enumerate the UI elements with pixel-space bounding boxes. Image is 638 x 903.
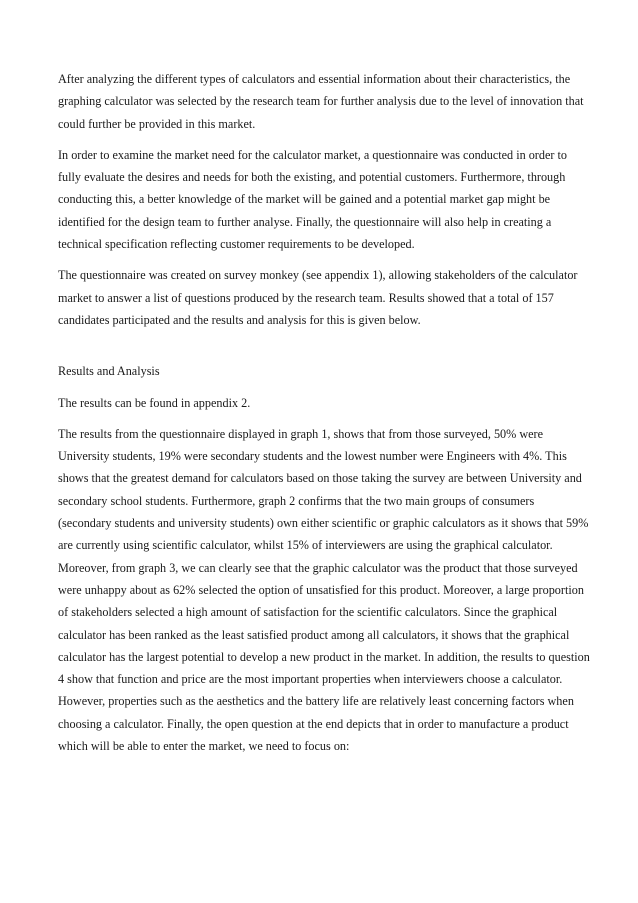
section-spacer <box>58 340 590 360</box>
paragraph-intro-3: The questionnaire was created on survey monkey (see appendix 1), allowing stakeholders of the calculator market to answer a list of questions produced by the research team. Results showed that a total of 157 candidates participated and the results and analysis for this is given below. <box>58 268 578 327</box>
paragraph-intro-2: In order to examine the market need for the calculator market, a questionnaire was conducted in order to fully evaluate the desires and needs for both the existing, and potential customers. Furthermore, through conducting this, a better knowledge of the market will be gained and a potential market gap might be identified for the design team to further analyse. Finally, the questionnaire will also help in creating a technical specification reflecting customer requirements to be developed. <box>58 147 567 252</box>
paragraph-results-2: The results from the questionnaire displayed in graph 1, shows that from those surveyed, 50% were University students, 19% were secondary students and the lowest number were Engineers with 4%. This shows that the greatest demand for calculators based on those taking the survey are between University and secondary school students. Furthermore, graph 2 confirms that the two main groups of consumers (secondary students and university students) own either scientific or graphic calculators as it shows that 59% are currently using scientific calculator, whilst 15% of interviewers are using the graphical calculator. Moreover, from graph 3, we can clearly see that the graphic calculator was the product that those surveyed were unhappy about as 62% selected the option of unsatisfied for this product. Moreover, a large proportion of stakeholders selected a high amount of satisfaction for the scientific calculators. Since the graphical calculator has been ranked as the least satisfied product among all calculators, it shows that the graphical calculator has the largest potential to develop a new product in the market. In addition, the results to question 4 show that function and price are the most important properties when interviewers choose a calculator. However, properties such as the aesthetics and the battery life are relatively least concerning factors when choosing a calculator. Finally, the open question at the end depicts that in order to manufacture a product which will be able to enter the market, we need to focus on: <box>58 426 590 754</box>
section-heading: Results and Analysis <box>58 364 160 379</box>
paragraph-results-1: The results can be found in appendix 2. <box>58 395 251 410</box>
paragraph-intro-1: After analyzing the different types of calculators and essential information about their characteristics, the graphing calculator was selected by the research team for further analysis due to the level of innovation that could further be provided in this market. <box>58 72 584 131</box>
